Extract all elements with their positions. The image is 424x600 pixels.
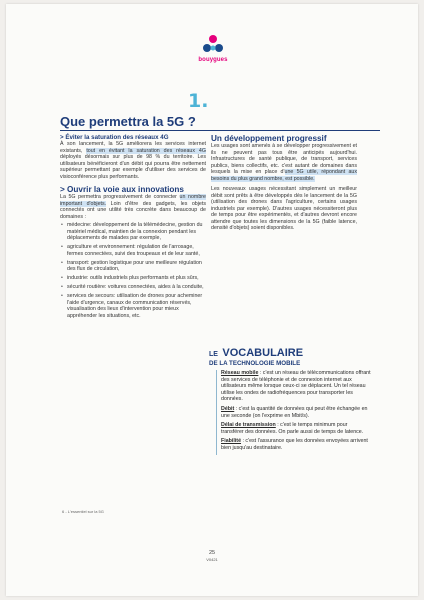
list-item: • industrie: outils industriels plus performants et plus sûrs, bbox=[67, 275, 206, 282]
paragraph-new-usages: Les nouveaux usages nécessitant simplement un meilleur débit sont prêts à être développés dès le lancement de la 5G (utilisation des drones dans l'agriculture, certains usages industriels par exemple). D'autres usages nécessiteront plus de temps pour être expérimentés, et d'autres devront encore attendre que toutes les dimensions de la 5G (faible latence, densité d'objets) soient disponibles. bbox=[211, 186, 357, 231]
vocabulary-definitions bbox=[216, 370, 371, 455]
document-code: V0421 bbox=[206, 557, 218, 562]
vocabulary-subtitle: DE LA TECHNOLOGIE MOBILE bbox=[209, 360, 301, 367]
bouygues-logo bbox=[193, 34, 233, 63]
section-heading-saturation: > Éviter la saturation des réseaux 4G bbox=[60, 134, 169, 141]
highlighted-text: un nombre important d'objets. bbox=[60, 194, 206, 207]
list-item: • médecine: développement de la télémédecine, gestion du matériel médical, maintien de la connexion pendant les déplacements de malades par exemple, bbox=[67, 222, 206, 242]
paragraph-innovations: La 5G permettra progressivement de connecter un nombre important d'objets. Loin d'être des gadgets, les objets connectés ont une utilité très concrète dans beaucoup de domaines : bbox=[60, 194, 206, 220]
paragraph-usages: Les usages sont amenés à se développer progressivement et ils ne peuvent pas tous être anticipés aujourd'hui. Infrastructures de santé publique, de transport, services publics, biens collectifs, etc. c'est autant de domaines dans lesquels la mise en place d'une 5G utile, répondant aux besoins du plus grand nombre, est possible. bbox=[211, 143, 357, 182]
document-page bbox=[6, 4, 418, 596]
list-item: • agriculture et environnement: régulation de l'arrosage, fermes connectées, suivi des troupeaux et de leur santé, bbox=[67, 244, 206, 257]
section-heading-innovations: > Ouvrir la voie aux innovations bbox=[60, 185, 184, 194]
title-divider bbox=[60, 130, 380, 131]
highlighted-text: tout en évitant la saturation des réseaux 4G bbox=[86, 147, 206, 154]
definition-delai: Délai de transmission : c'est le temps minimum pour transférer des données. On parle aussi de temps de latence. bbox=[221, 422, 364, 435]
definition-fiabilite: Fiabilité : c'est l'assurance que les données envoyées arrivent bien jusqu'au destinataire. bbox=[221, 438, 368, 451]
list-item: • sécurité routière: voitures connectées, aides à la conduite, bbox=[67, 284, 206, 291]
section-heading-progressive: Un développement progressif bbox=[211, 134, 327, 143]
vocabulary-box-header bbox=[209, 347, 369, 368]
list-item: • services de secours: utilisation de drones pour acheminer l'aide d'urgence, canaux de communication réservés, visualisation des lieux d'intervention pour mieux appréhender les situations, etc. bbox=[67, 293, 206, 319]
page-title: Que permettra la 5G ? bbox=[60, 114, 196, 129]
page-number: 25 bbox=[208, 550, 216, 556]
right-column bbox=[211, 134, 357, 234]
definition-debit: Débit : c'est la quantité de données qui peut être échangée en une seconde (on l'exprime en Mbit/s). bbox=[221, 405, 368, 419]
left-column bbox=[60, 134, 206, 322]
bouygues-logo-icon bbox=[202, 34, 224, 56]
vocabulary-title: LE VOCABULAIRE bbox=[209, 347, 304, 359]
domains-list bbox=[60, 222, 206, 319]
list-item: • transport: gestion logistique pour une meilleure régulation des flux de circulation, bbox=[67, 260, 206, 273]
definition-reseau-mobile: Réseau mobile : c'est un réseau de télécommunications offrant des services de téléphonie et de connexion internet aux utilisateurs même lorsque ceux-ci se déplacent. Un tel réseau utilise les ondes de radiofréquences pour transporter les données. bbox=[221, 370, 371, 403]
footer-note: 6 - L'essentiel sur la 5G bbox=[62, 509, 104, 514]
brand-name: bouygues bbox=[198, 57, 228, 63]
section-number: 1. bbox=[188, 90, 209, 112]
highlighted-text: une 5G utile, répondant aux besoins du plus grand nombre, est possible. bbox=[211, 169, 357, 182]
paragraph-saturation: À son lancement, la 5G améliorera les services internet existants, tout en évitant la saturation des réseaux 4G déployés désormais sur plus de 98 % du territoire. Les utilisateurs bénéficieront d'un débit qui pourra être nettement supérieur permettant par exemple d'utiliser des services de visioconférence plus performants. bbox=[60, 141, 206, 180]
